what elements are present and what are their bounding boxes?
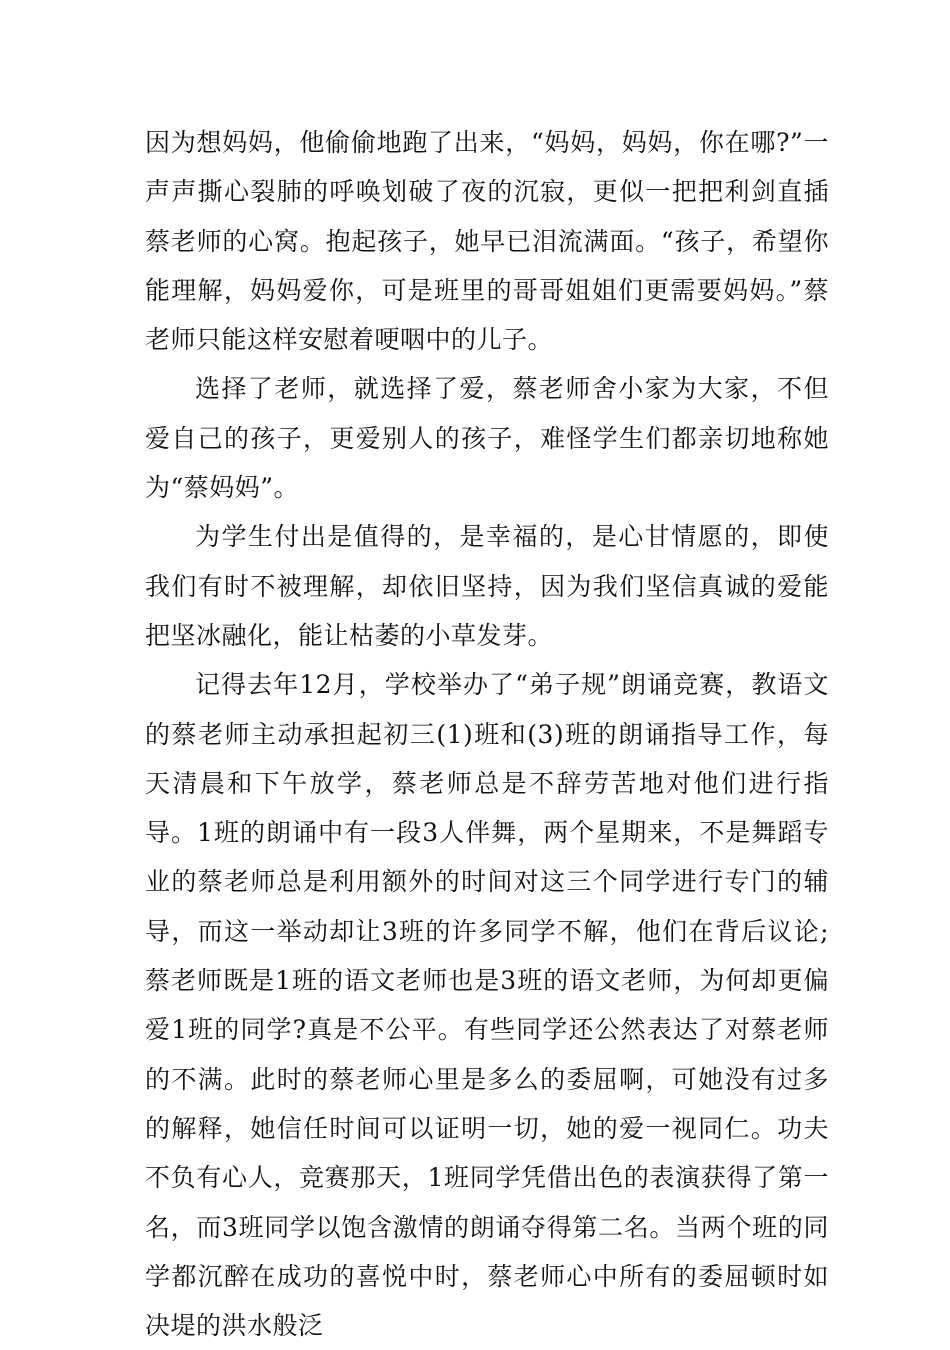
- document-body: [145, 118, 829, 1350]
- paragraph: 选择了老师，就选择了爱，蔡老师舍小家为大家，不但爱自己的孩子，更爱别人的孩子，难怪学生们都亲切地称她为“蔡妈妈”。: [145, 374, 829, 503]
- paragraph: 记得去年12月，学校举办了“弟子规”朗诵竞赛，教语文的蔡老师主动承担起初三(1)班和(3)班的朗诵指导工作，每天清晨和下午放学，蔡老师总是不辞劳苦地对他们进行指导。1班的朗诵中有一段3人伴舞，两个星期来，不是舞蹈专业的蔡老师总是利用额外的时间对这三个同学进行专门的辅导，而这一举动却让3班的许多同学不解，他们在背后议论;蔡老师既是1班的语文老师也是3班的语文老师，为何却更偏爱1班的同学?真是不公平。有些同学还公然表达了对蔡老师的不满。此时的蔡老师心里是多么的委屈啊，可她没有过多的解释，她信任时间可以证明一切，她的爱一视同仁。功夫不负有心人，竞赛那天，1班同学凭借出色的表演获得了第一名，而3班同学以饱含激情的朗诵夺得第二名。当两个班的同学都沉醉在成功的喜悦中时，蔡老师心中所有的委屈顿时如决堤的洪水般泛: [145, 670, 829, 1341]
- paragraph: 为学生付出是值得的，是幸福的，是心甘情愿的，即使我们有时不被理解，却依旧坚持，因为我们坚信真诚的爱能把坚冰融化，能让枯萎的小草发芽。: [145, 522, 829, 650]
- paragraph-continued: 因为想妈妈，他偷偷地跑了出来，“妈妈，妈妈，你在哪?”一声声撕心裂肺的呼唤划破了夜的沉寂，更似一把把利剑直插蔡老师的心窝。抱起孩子，她早已泪流满面。“孩子，希望你能理解，妈妈爱你，可是班里的哥哥姐姐们更需要妈妈。”蔡老师只能这样安慰着哽咽中的儿子。: [145, 128, 829, 355]
